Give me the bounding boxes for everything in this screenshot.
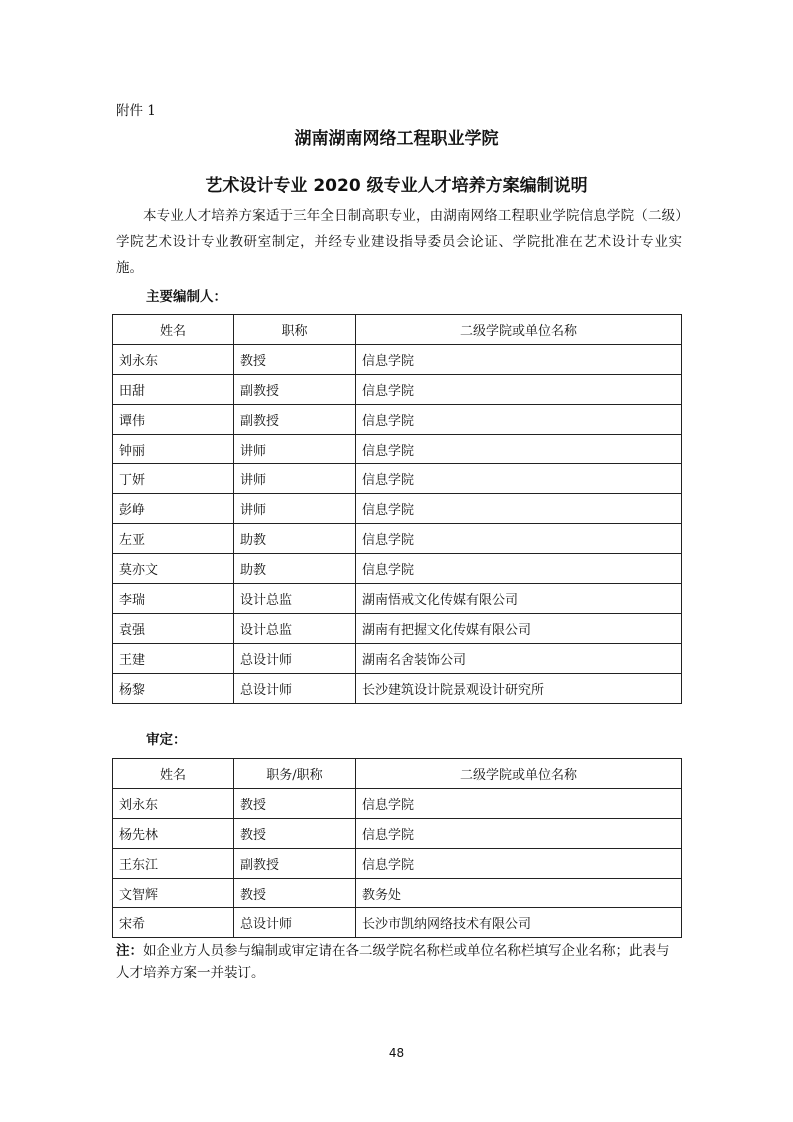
table-cell: 教授 [234,788,356,818]
table-cell: 信息学院 [356,554,682,584]
table-cell: 信息学院 [356,524,682,554]
table-cell: 设计总监 [234,584,356,614]
table-cell: 湖南有把握文化传媒有限公司 [356,613,682,643]
table-cell: 副教授 [234,404,356,434]
column-header: 职称 [234,315,356,345]
table-header-row [113,759,682,789]
table-cell: 信息学院 [356,404,682,434]
table-row [113,673,682,703]
table-cell: 信息学院 [356,464,682,494]
table-cell: 设计总监 [234,613,356,643]
table-cell: 教授 [234,818,356,848]
table-cell: 袁强 [113,613,234,643]
table-row [113,788,682,818]
table-row [113,613,682,643]
document-title: 湖南湖南网络工程职业学院 [294,129,499,149]
table-row [113,494,682,524]
table-cell: 讲师 [234,434,356,464]
compilers-table [112,314,682,704]
document-subtitle: 艺术设计专业 2020 级专业人才培养方案编制说明 [205,176,588,196]
attachment-label: 附件 1 [116,103,156,119]
table-header-row [113,315,682,345]
table-cell: 助教 [234,524,356,554]
table-cell: 王建 [113,643,234,673]
table-cell: 总设计师 [234,673,356,703]
column-header: 姓名 [113,315,234,345]
note-text: 如企业方人员参与编制或审定请在各二级学院名称栏或单位名称栏填写企业名称；此表与人才培养方案一并装订。 [116,943,670,981]
table-cell: 文智辉 [113,878,234,908]
table-cell: 副教授 [234,374,356,404]
table-cell: 信息学院 [356,788,682,818]
table-cell: 湖南名舍装饰公司 [356,643,682,673]
table-row [113,643,682,673]
table-row [113,524,682,554]
table-cell: 李瑞 [113,584,234,614]
table-row [113,848,682,878]
table-cell: 信息学院 [356,374,682,404]
column-header: 职务/职称 [234,759,356,789]
table-cell: 信息学院 [356,818,682,848]
table-cell: 田甜 [113,374,234,404]
table-cell: 讲师 [234,494,356,524]
table-cell: 助教 [234,554,356,584]
intro-paragraph: 本专业人才培养方案适于三年全日制高职专业，由湖南网络工程职业学院信息学院（二级）学院艺术设计专业教研室制定，并经专业建设指导委员会论证、学院批准在艺术设计专业实施。 [116,208,682,276]
footnote [116,940,682,984]
table-cell: 左亚 [113,524,234,554]
table-row [113,818,682,848]
column-header: 二级学院或单位名称 [356,759,682,789]
column-header: 姓名 [113,759,234,789]
table-cell: 丁妍 [113,464,234,494]
table-row [113,908,682,938]
table-cell: 彭峥 [113,494,234,524]
table-cell: 莫亦文 [113,554,234,584]
table-row [113,584,682,614]
table-cell: 杨黎 [113,673,234,703]
table-cell: 教授 [234,344,356,374]
table-cell: 信息学院 [356,344,682,374]
table-cell: 信息学院 [356,494,682,524]
table-cell: 杨先林 [113,818,234,848]
note-label: 注： [116,943,143,959]
table-cell: 副教授 [234,848,356,878]
column-header: 二级学院或单位名称 [356,315,682,345]
table-cell: 总设计师 [234,908,356,938]
table-row [113,464,682,494]
table-row [113,434,682,464]
table-cell: 教授 [234,878,356,908]
table-cell: 总设计师 [234,643,356,673]
table-row [113,554,682,584]
table-cell: 刘永东 [113,344,234,374]
table-cell: 王东江 [113,848,234,878]
compilers-label: 主要编制人： [146,289,227,305]
table-cell: 刘永东 [113,788,234,818]
table-row [113,878,682,908]
table-cell: 信息学院 [356,434,682,464]
table-cell: 宋希 [113,908,234,938]
reviewers-label: 审定： [146,732,187,748]
table-cell: 钟丽 [113,434,234,464]
table-cell: 长沙市凯纳网络技术有限公司 [356,908,682,938]
table-cell: 信息学院 [356,848,682,878]
page-number: 48 [388,1046,405,1060]
table-row [113,404,682,434]
table-cell: 湖南悟戒文化传媒有限公司 [356,584,682,614]
reviewers-table [112,758,682,938]
table-cell: 谭伟 [113,404,234,434]
table-row [113,344,682,374]
table-cell: 讲师 [234,464,356,494]
table-row [113,374,682,404]
table-cell: 教务处 [356,878,682,908]
table-cell: 长沙建筑设计院景观设计研究所 [356,673,682,703]
